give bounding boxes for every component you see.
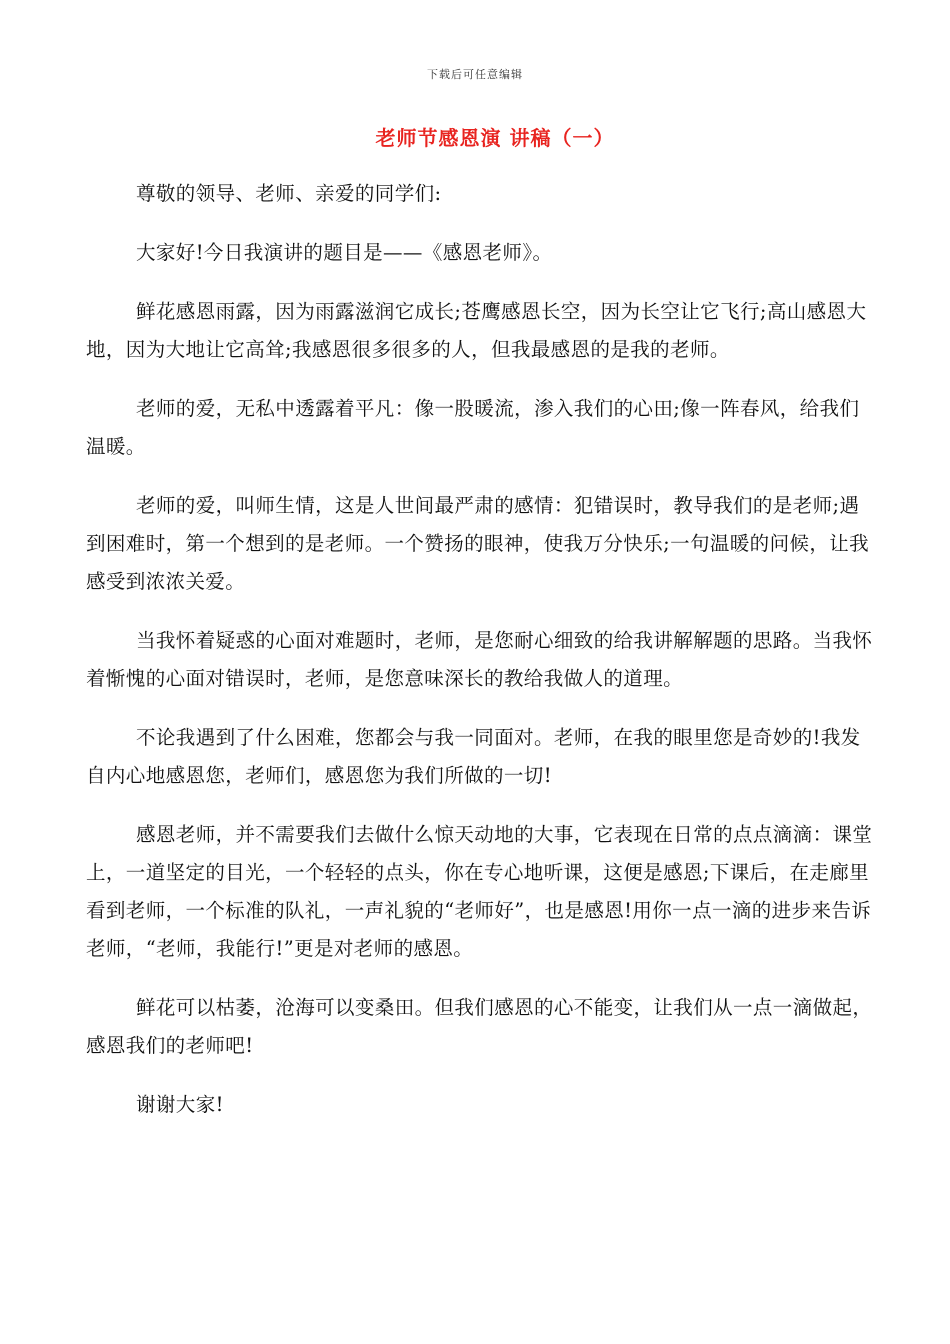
paragraph: 不论我遇到了什么困难，您都会与我一同面对。老师，在我的眼里您是奇妙的!我发自内心地感恩您，老师们，感恩您为我们所做的一切!	[86, 726, 861, 787]
paragraph-greeting: 大家好!今日我演讲的题目是——《感恩老师》。	[136, 241, 553, 264]
paragraph: 当我怀着疑惑的心面对难题时，老师，是您耐心细致的给我讲解解题的思路。当我怀着惭愧的心面对错误时，老师，是您意味深长的教给我做人的道理。	[86, 629, 873, 690]
paragraph: 老师的爱，叫师生情，这是人世间最严肃的感情：犯错误时，教导我们的是老师;遇到困难时，第一个想到的是老师。一个赞扬的眼神，使我万分快乐;一句温暖的问候，让我感受到浓浓关爱。	[86, 494, 870, 593]
paragraph: 老师的爱，无私中透露着平凡：像一股暖流，渗入我们的心田;像一阵春风，给我们温暖。	[86, 397, 860, 458]
paragraph-salutation: 尊敬的领导、老师、亲爱的同学们:	[136, 182, 442, 205]
document-title: 老师节感恩演 讲稿（一）	[375, 126, 615, 150]
document-body	[86, 175, 876, 1145]
paragraph: 感恩老师，并不需要我们去做什么惊天动地的大事，它表现在日常的点点滴滴：课堂上，一道坚定的目光，一个轻轻的点头，你在专心地听课，这便是感恩;下课后，在走廊里看到老师，一个标准的队礼，一声礼貌的“老师好”，也是感恩!用你一点一滴的进步来告诉老师，“老师，我能行!”更是对老师的感恩。	[86, 823, 873, 960]
paragraph: 鲜花可以枯萎，沧海可以变桑田。但我们感恩的心不能变，让我们从一点一滴做起，感恩我们的老师吧!	[86, 996, 873, 1057]
paragraph: 鲜花感恩雨露，因为雨露滋润它成长;苍鹰感恩长空，因为长空让它飞行;高山感恩大地，因为大地让它高耸;我感恩很多很多的人，但我最感恩的是我的老师。	[86, 300, 867, 361]
header-note: 下载后可任意编辑	[427, 68, 523, 81]
paragraph-closing: 谢谢大家!	[136, 1093, 224, 1116]
